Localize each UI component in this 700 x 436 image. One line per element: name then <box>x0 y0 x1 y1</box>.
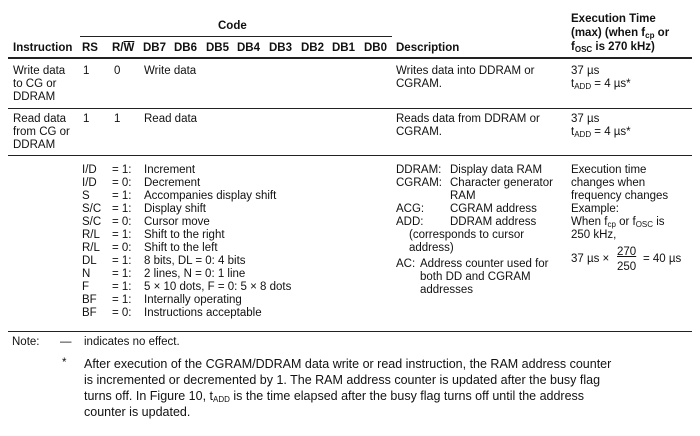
row-write-rs: 1 <box>83 65 90 77</box>
db3-header: DB3 <box>269 42 293 54</box>
exec-note-6: 250 kHz, <box>571 229 617 241</box>
abbrev-text-ac-3: addresses <box>420 284 474 296</box>
row-write-instruction-2: to CG or <box>13 78 57 90</box>
db1-header: DB1 <box>332 42 356 54</box>
exec-note-5: When $f_{cp}$ or $f_{OSC}$ is <box>571 216 665 229</box>
note-paragraph-1: After execution of the CGRAM/DDRAM data write or read instruction, the RAM address counter <box>84 357 612 371</box>
row-write-tadd: $t_{ADD} = 4$ µs* <box>571 78 631 91</box>
row-write-instruction-3: DDRAM <box>13 91 56 103</box>
description-header: Description <box>396 42 460 54</box>
row-read-instruction-2: from CG or <box>13 126 70 138</box>
header-rule <box>8 57 692 59</box>
db6-header: DB6 <box>174 42 198 54</box>
row-read-code: Read data <box>144 113 198 125</box>
note-dash: — <box>60 336 72 348</box>
row-read-description-1: Reads data from DDRAM or <box>396 113 540 125</box>
row-read-instruction-1: Read data <box>13 113 67 125</box>
row-rule-2 <box>8 155 692 156</box>
row-write-rw: 0 <box>114 65 121 77</box>
abbrev-key-ac: AC: <box>396 258 416 270</box>
row-read-tadd: $t_{ADD} = 4$ µs* <box>571 126 631 139</box>
table-bottom-rule <box>8 331 692 332</box>
note-dash-text: indicates no effect. <box>84 336 180 348</box>
note-paragraph-4: counter is updated. <box>84 405 191 419</box>
page: Code Instruction RS $R/\overline{W}$ DB7 DB6 DB5 DB4 DB3 DB2 DB1 DB0 Description Execution Time (max) (when $f_{cp}$ or $f_{OSC}$ is 270 kHz) Write data to CG or DDRAM 1 0 Write data Writes data into DDRAM or CGRAM. 37 µs $t_{ADD} = 4$ µs* Read data from CG or DDRAM 1 1 Read data Reads data from DDRAM or CGRAM. 37 µs $t_{ADD} = 4$ µs* I/D = 1: Increment I/D = 0: Decrement S = 1: Accompanies display shift S/C = 1: Display shift S/C = 0: Cursor move R/L = 1: Shift to the right R/L = 0: Shift to the left DL = 1: 8 bits, DL = 0: 4 bits N = 1: 2 lines, N = 0: 1 line F = 1: 5 × 10 dots, F = 0: 5 × 8 dots BF = 1: Internally operating BF = 0: Instructions acceptable DDRAM: Display data RAM CGRAM: Character generator RAM ACG: CGRAM address ADD: DDRAM address (corresponds to cursor address) AC: Address counter used for both DD and CGRAM addresses Execution time changes when frequency changes Example: When $f_{cp}$ or $f_{OSC}$ is 250 kHz, 37 µs × 270 250 = 40 µs Note: — indicates no effect. * After execution of the CGRAM/DDRAM data write or read instruction, the RAM address counter is incremented or decremented by 1. The RAM address counter is updated after the busy flag turns off. In Figure 10, $t_{ADD}$ is the time elapsed after the busy flag turns off until the address counter is updated. <box>0 0 700 436</box>
db7-header: DB7 <box>143 42 167 54</box>
abbrev-key-ddram: DDRAM: <box>396 164 442 176</box>
exec-formula-result: = 40 µs <box>643 253 682 265</box>
row-write-time: 37 µs <box>571 65 600 77</box>
abbrev-text-add-2: (corresponds to cursor <box>409 229 525 241</box>
row-write-description-1: Writes data into DDRAM or <box>396 65 535 77</box>
exec-note-4: Example: <box>571 203 619 215</box>
abbrev-key-cgram: CGRAM: <box>396 177 442 189</box>
row-read-instruction-3: DDRAM <box>13 139 56 151</box>
db0-header: DB0 <box>364 42 388 54</box>
row-write-code: Write data <box>144 65 197 77</box>
abbrev-text-cgram-1: Character generator <box>450 177 553 189</box>
exec-time-header-3: $f_{OSC}$ is 270 kHz) <box>571 41 655 54</box>
exec-note-3: frequency changes <box>571 190 669 202</box>
exec-formula-numerator: 270 <box>617 246 637 258</box>
exec-time-header-1: Execution Time <box>571 13 656 25</box>
db5-header: DB5 <box>206 42 230 54</box>
row-read-description-2: CGRAM. <box>396 126 442 138</box>
note-star: * <box>62 357 67 369</box>
abbrev-text-acg: CGRAM address <box>450 203 537 215</box>
db4-header: DB4 <box>237 42 261 54</box>
abbrev-text-ac-2: both DD and CGRAM <box>420 271 531 283</box>
row-read-time: 37 µs <box>571 113 600 125</box>
exec-time-header-2: (max) (when $f_{cp}$ or <box>571 27 670 40</box>
row-write-instruction-1: Write data <box>13 65 66 77</box>
exec-note-1: Execution time <box>571 164 647 176</box>
instruction-header: Instruction <box>13 42 73 54</box>
note-paragraph-3: turns off. In Figure 10, $t_{ADD}$ is the time elapsed after the busy flag turns off until the address <box>84 389 585 404</box>
row-write-description-2: CGRAM. <box>396 78 442 90</box>
abbrev-text-ddram: Display data RAM <box>450 164 543 176</box>
note-label: Note: <box>12 336 40 348</box>
abbrev-key-add: ADD: <box>396 216 424 228</box>
abbrev-text-add-3: address) <box>409 242 454 254</box>
row-read-rw: 1 <box>114 113 121 125</box>
abbrev-text-cgram-2: RAM <box>450 190 476 202</box>
rs-header: RS <box>82 42 98 54</box>
abbrev-key-acg: ACG: <box>396 203 425 215</box>
exec-formula-lead: 37 µs × <box>571 253 610 265</box>
exec-formula-denominator: 250 <box>617 261 637 273</box>
exec-note-2: changes when <box>571 177 646 189</box>
abbrev-text-ac-1: Address counter used for <box>420 258 549 270</box>
code-header-underline <box>80 36 392 37</box>
db2-header: DB2 <box>301 42 325 54</box>
abbrev-text-add-1: DDRAM address <box>450 216 537 228</box>
row-rule-1 <box>8 108 692 109</box>
note-paragraph-2: is incremented or decremented by 1. The RAM address counter is updated after the busy flag <box>84 373 601 387</box>
code-header: Code <box>218 20 247 32</box>
rw-header: $R/\overline{W}$ <box>112 42 135 54</box>
row-read-rs: 1 <box>83 113 90 125</box>
